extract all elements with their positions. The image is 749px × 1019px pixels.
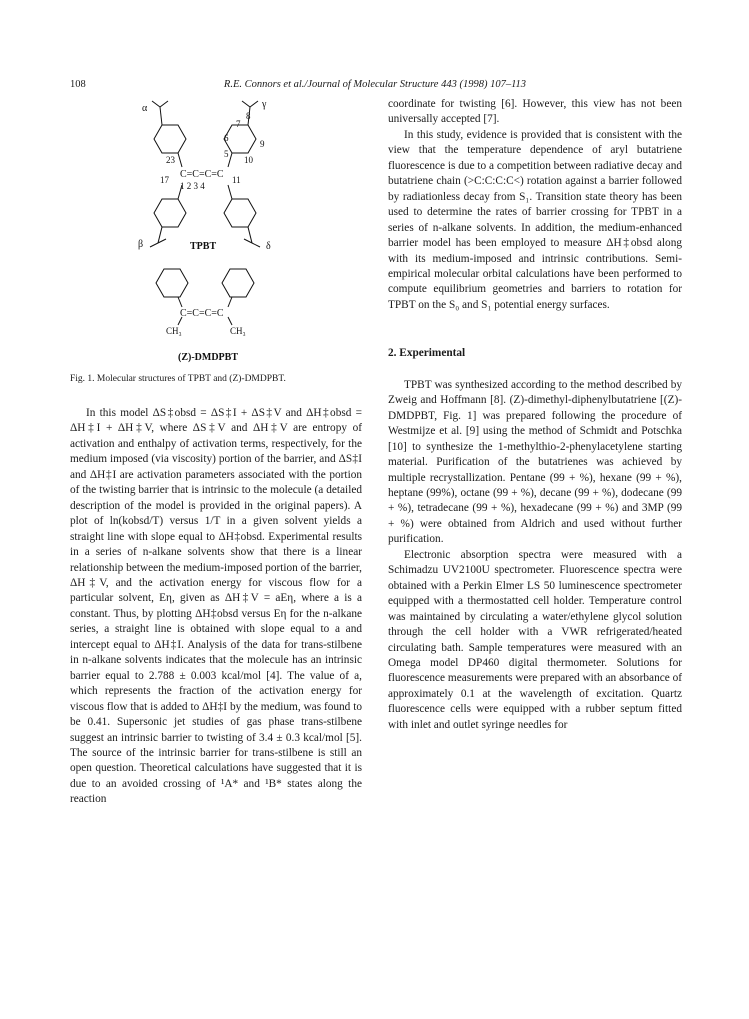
ch3-left: CH₃ (166, 326, 182, 336)
body-paragraph: coordinate for twisting [6]. However, this view has not been universally accepted [7]. (388, 98, 682, 126)
label-8: 8 (246, 111, 251, 121)
label-9: 9 (260, 139, 265, 149)
left-column (70, 406, 362, 808)
figure-caption: Fig. 1. Molecular structures of TPBT and (Z)-DMDPBT. (70, 374, 286, 384)
label-11: 11 (232, 175, 241, 185)
page-number: 108 (70, 79, 86, 90)
phenyl-ring (156, 269, 188, 297)
body-paragraph: TPBT was synthesized according to the method described by Zweig and Hoffmann [8]. (Z)-dimethyl-diphenylbutatriene [(Z)-DMDPBT, Fig. 1] was prepared following the procedure of Westmijze et al. [9] using the method of Schmidt and Potschka [10] to synthesize the 1-methylthio-2-phenylacetylene starting material. Purification of the butatrienes was achieved by multiple recrystallization. Pentane (99 + %), hexane (99 + %), heptane (99%), octane (99 + %), decane (99 + %), dodecane (99 + %), tetradecane (99 + %), hexadecane (99 + %) and 3MP (99 + %) were obtained from Aldrich and used without further purification. (388, 378, 682, 546)
body-paragraph: In this study, evidence is provided that is consistent with the view that the temperature dependence of aryl butatriene fluorescence is due to a competition between radiative decay and butatriene chain (>C:C:C:C<) rotation against a barrier followed by radiationless decay from S₁. Transition state theory has been used to determine the rates of barrier crossing for TPBT in a series of n-alkane solvents. In addition, the medium-enhanced barrier model has been employed to measure ΔH‡obsd along with its medium-imposed and intrinsic contributions. Semi-empirical molecular orbital calculations have been performed to compute equilibrium geometries and barriers to rotation for TPBT on the S₀ and S₁ potential energy surfaces. (388, 128, 682, 311)
label-23: 23 (166, 155, 175, 165)
section-heading: 2. Experimental (388, 347, 466, 360)
ch3-right: CH₃ (230, 326, 246, 336)
label-alpha: α (142, 103, 148, 114)
phenyl-ring (154, 125, 186, 153)
dmdpbt-name: (Z)-DMDPBT (178, 352, 238, 363)
phenyl-ring (222, 269, 254, 297)
phenyl-ring (224, 199, 256, 227)
body-paragraph: Electronic absorption spectra were measured with a Schimadzu UV2100U spectrometer. Fluorescence spectra were obtained with a Perkin Elmer LS 50 luminescence spectrometer equipped with a thermostatted cell holder. Temperature control was maintained by circulating a water/ethylene glycol solution through the cell holder with a VWR refrigerated/heated circulating bath. Sample temperatures were measured with an Omega model DP460 digital thermometer. Solutions for fluorescence measurements were prepared with an absorbance of approximately 0.1 at the wavelength of excitation. Quartz fluorescence cells were equipped with a rubber septum fitted with inlet and outlet syringe needles for (388, 548, 682, 731)
label-gamma: γ (262, 99, 267, 110)
phenyl-ring (154, 199, 186, 227)
phenyl-ring (224, 125, 256, 153)
tpbt-name: TPBT (190, 241, 217, 252)
dmdpbt-chain: C=C=C=C (180, 308, 224, 319)
label-delta: δ (266, 241, 271, 252)
right-column (388, 97, 682, 733)
page-header (70, 79, 680, 93)
label-17: 17 (160, 175, 169, 185)
label-6: 6 (224, 133, 229, 143)
label-7: 7 (236, 119, 241, 129)
tpbt-structure (138, 99, 271, 252)
label-5: 5 (224, 149, 229, 159)
running-head: R.E. Connors et al./Journal of Molecular Structure 443 (1998) 107–113 (223, 79, 527, 90)
label-beta: β (138, 239, 144, 250)
dmdpbt-structure (156, 269, 254, 363)
tpbt-chain: C=C=C=C (180, 169, 224, 180)
label-10: 10 (244, 155, 253, 165)
label-1234: 1 2 3 4 (180, 181, 205, 191)
molecular-structures-figure (120, 97, 350, 372)
body-paragraph: In this model ΔS‡obsd = ΔS‡I + ΔS‡V and ΔH‡obsd = ΔH‡I + ΔH‡V, where ΔS‡V and ΔH‡V are entropy of activation and enthalpy of activation terms, respectively, for the medium imposed (via viscosity) portion of the barrier, and ΔS‡I and ΔH‡I are activation parameters associated with the portion of the twisting barrier that is intrinsic to the molecule (a detailed description of the model is provided in the original papers). A plot of ln(kobsd/T) versus 1/T in a given solvent yields a straight line with slope equal to ΔH‡obsd. Experimental results in a series of n-alkane solvents show that there is a linear relationship between the medium-imposed portion of the barrier, ΔH‡V, and the activation energy for viscous flow for a particular solvent, Eη, given as ΔH‡V = aEη, where a is a constant. Thus, by plotting ΔH‡obsd versus Eη for the n-alkane series, a straight line is obtained with slope equal to a and intercept equal to ΔH‡I. Analysis of the data for trans-stilbene in n-alkane solvents indicates that the molecule has an intrinsic barrier equal to 2.788 ± 0.003 kcal/mol [4]. The value of a, which represents the fraction of the activation energy for viscous flow that is added to ΔH‡I by the medium, was found to be 0.41. Supersonic jet studies of gas phase trans-stilbene suggest an intrinsic barrier to twisting of 3.4 ± 0.3 kcal/mol [5]. The source of the intrinsic barrier for trans-stilbene is still an open question. Theoretical calculations have suggested that it is due to an avoided crossing of ¹A* and ¹B* states along the reaction (70, 407, 362, 806)
